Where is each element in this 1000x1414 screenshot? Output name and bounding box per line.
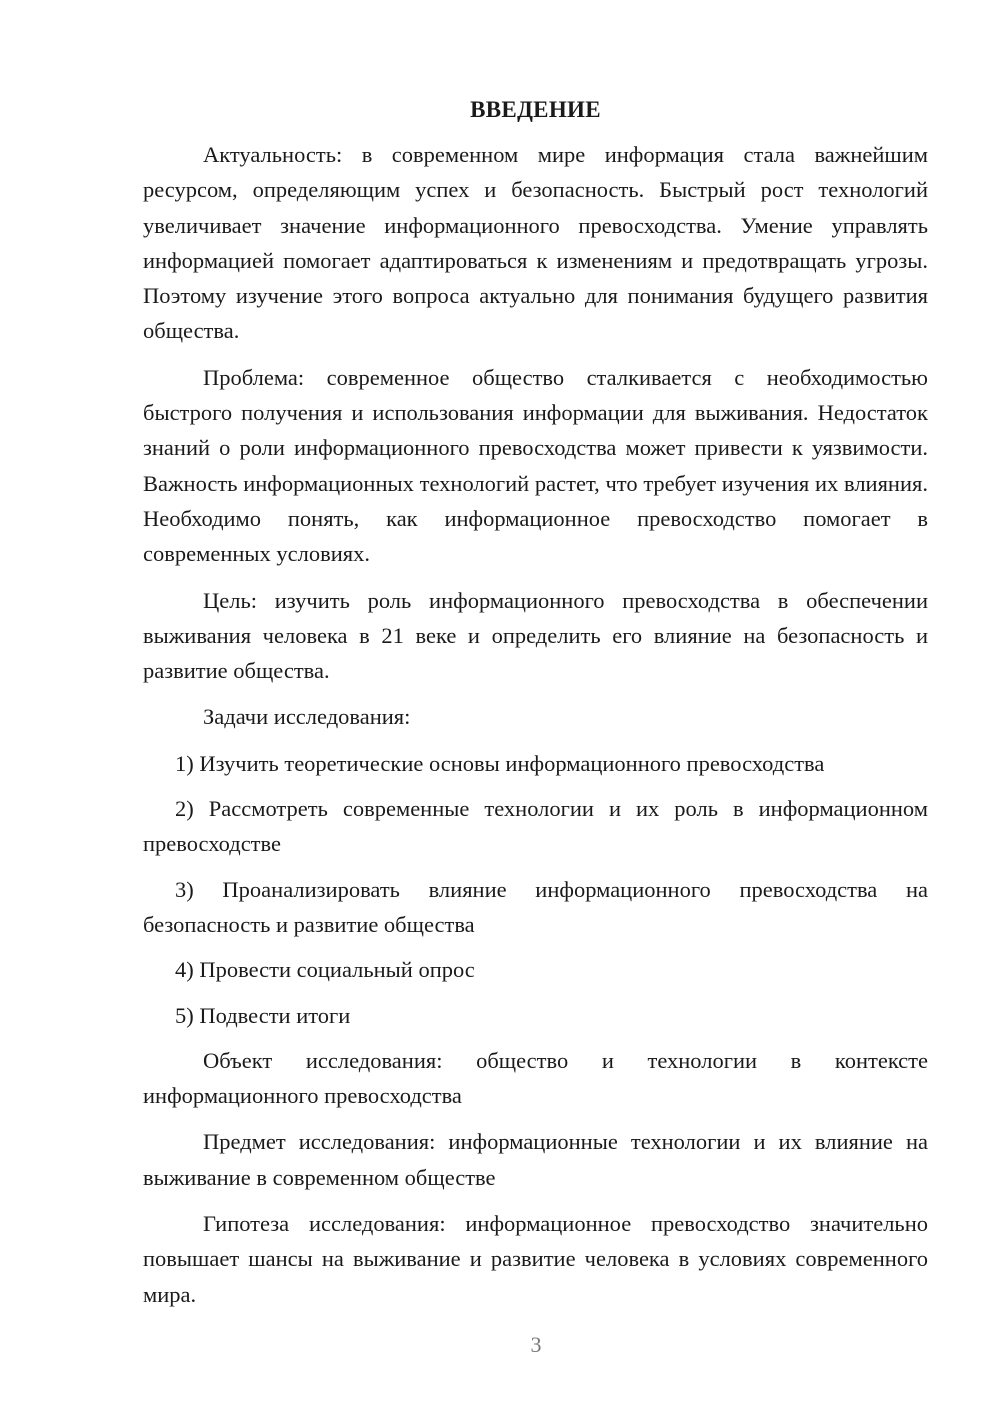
subject-paragraph: Предмет исследования: информационные технологии и их влияние на выживание в современном обществе [143, 1129, 928, 1190]
goal-paragraph: Цель: изучить роль информационного превосходства в обеспечении выживания человека в 21 веке и определить его влияние на безопасность и развитие общества. [143, 587, 928, 684]
page-number: 3 [530, 1332, 542, 1357]
problem-paragraph: Проблема: современное общество сталкивается с необходимостью быстрого получения и использования информации для выживания. Недостаток знаний о роли информационного превосходства может привести к уязвимости. Важность информационных технологий растет, что требует изучения их влияния. Необходимо понять, как информационное превосходство помогает в современных условиях. [143, 364, 928, 567]
page-content [143, 92, 928, 1323]
tasks-heading: Задачи исследования: [203, 704, 411, 730]
object-paragraph: Объект исследования: общество и технологии в контексте информационного превосходства [143, 1047, 928, 1109]
relevance-paragraph: Актуальность: в современном мире информация стала важнейшим ресурсом, определяющим успех и безопасность. Быстрый рост технологий увеличивает значение информационного превосходства. Умение управлять информацией помогает адаптироваться к изменениям и предотвращать угрозы. Поэтому изучение этого вопроса актуально для понимания будущего развития общества. [143, 142, 928, 344]
section-title: ВВЕДЕНИЕ [470, 97, 601, 122]
hypothesis-paragraph: Гипотеза исследования: информационное превосходство значительно повышает шансы на выживание и развитие человека в условиях современного мира. [143, 1211, 928, 1307]
task-item: 5) Подвести итоги [175, 1002, 351, 1028]
task-item: 3) Проанализировать влияние информационного превосходства на безопасность и развитие общества [143, 876, 928, 937]
task-item: 4) Провести социальный опрос [175, 957, 475, 983]
task-item: 2) Рассмотреть современные технологии и их роль в информационном превосходстве [143, 796, 928, 857]
task-item: 1) Изучить теоретические основы информационного превосходства [175, 750, 825, 776]
